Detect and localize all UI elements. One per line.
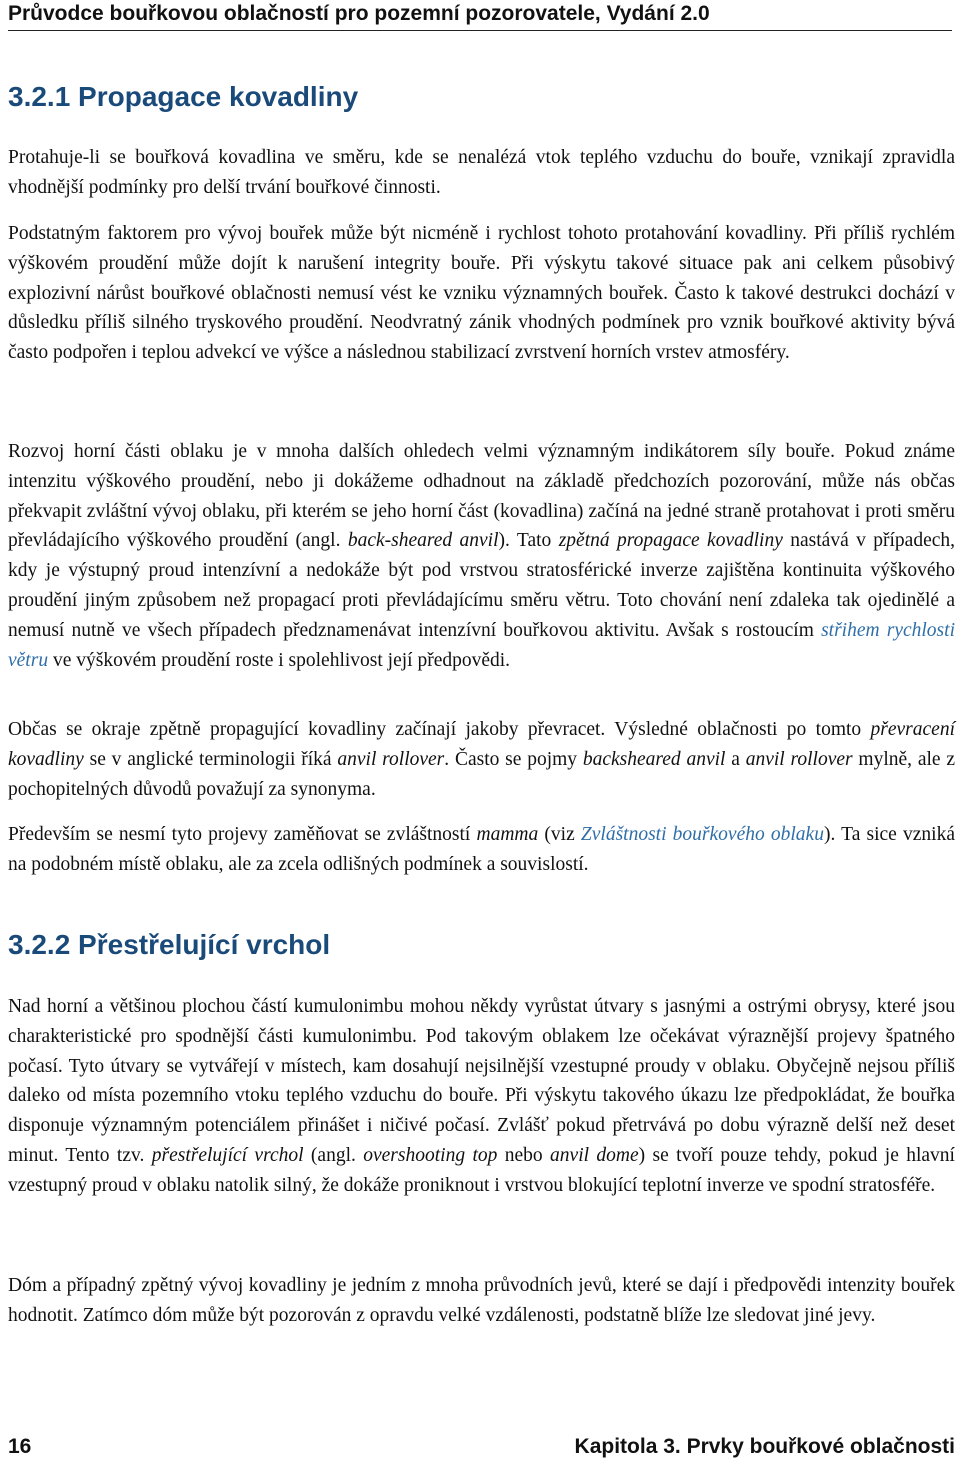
text: se v anglické terminologii říká bbox=[83, 748, 338, 770]
link-zvlastnosti-bourkoveho-oblaku[interactable]: Zvláštnosti bouřkového oblaku bbox=[580, 824, 824, 845]
term-back-sheared-anvil: back-sheared anvil bbox=[347, 530, 499, 552]
text: ) se tvoří pouze tehdy, pokud je hlavní vzestupný proud v oblaku natolik silný, že dokáže proniknout i vrstvou blokující teplotní inverze ve spodní stratosféře. bbox=[8, 1144, 955, 1196]
chapter-title: Kapitola 3. Prvky bouřkové oblačnosti bbox=[574, 1435, 955, 1458]
section-title-propagace-kovadliny: 3.2.1 Propagace kovadliny bbox=[8, 81, 359, 112]
text: (angl. bbox=[303, 1144, 364, 1166]
term-anvil-rollover: anvil rollover bbox=[337, 748, 445, 770]
paragraph-2: Podstatným faktorem pro vývoj bouřek může být nicméně i rychlost tohoto protahování kovadliny. Při příliš rychlém výškovém proudění může dojít k narušení integrity bouře. Při výskytu takové situace pak ani celkem působivý explozivní nárůst bouřkové oblačnosti nemusí vést ke vzniku významných bouřek. Často k takové destrukci dochází v důsledku příliš silného tryskového proudění. Neodvratný zánik vhodných podmínek pro vznik bouřkové aktivity bývá často podpořen i teplou advekcí ve výšce a následnou stabilizací zvrstvení horních vrstev atmosféry. bbox=[8, 223, 955, 364]
text: Nad horní a většinou plochou částí kumulonimbu mohou někdy vyrůstat útvary s jasnými a ostrými obrysy, které jsou charakteristické pro spodnější části kumulonimbu. Pod takovým oblakem lze očekávat výraznější projevy špatného počasí. Tyto útvary se vytvářejí v místech, kam dosahují nejsilnější vzestupné proudy v oblaku. Obyčejně nejsou příliš daleko od místa pozemního vtoku teplého vzduchu do bouře. Při výskytu takového úkazu lze předpokládat, že bouřka disponuje významným potenciálem přinášet i ničivé počasí. Zvlášť pokud přetrvává po dobu výrazně delší než deset minut. Tento tzv. bbox=[8, 996, 955, 1166]
page-number: 16 bbox=[8, 1435, 32, 1458]
paragraph-5 bbox=[8, 820, 955, 880]
text: ). Tato bbox=[498, 530, 559, 552]
text: nastává v případech, kdy je výstupný proud intenzívní a nedokáže být pod vrstvou stratosférické inverze zajištěna kontinuita výškového proudění jiným způsobem než propagací proti převládajícímu směru větru. Toto chování není zdaleka tak ojedinělé a nemusí nutně ve všech případech předznamenávat intenzívní bouřkovou aktivitu. Avšak s rostoucím bbox=[8, 530, 956, 641]
term-backsheared-anvil: backsheared anvil bbox=[582, 748, 726, 770]
term-anvil-dome: anvil dome bbox=[550, 1144, 639, 1166]
text: (viz bbox=[538, 824, 581, 845]
paragraph-4 bbox=[8, 715, 955, 804]
text: nebo bbox=[497, 1144, 551, 1166]
term-mamma: mamma bbox=[476, 824, 539, 845]
term-prestrelujici-vrchol: přestřelující vrchol bbox=[151, 1144, 304, 1166]
term-zpetna-propagace: zpětná propagace kovadliny bbox=[558, 530, 783, 552]
term-overshooting-top: overshooting top bbox=[363, 1144, 498, 1166]
term-anvil-rollover-2: anvil rollover bbox=[745, 748, 853, 770]
text: Občas se okraje zpětně propagující kovadliny začínají jakoby převracet. Výsledné oblačnosti po tomto bbox=[8, 719, 871, 740]
paragraph-7: Dóm a případný zpětný vývoj kovadliny je jedním z mnoha průvodních jevů, které se dají i předpovědi intenzity bouřek hodnotit. Zatímco dóm může být pozorován z opravdu velké vzdálenosti, podstatně blíže lze sledovat jiné jevy. bbox=[8, 1275, 955, 1326]
section-title-prestrelujici-vrchol: 3.2.2 Přestřelující vrchol bbox=[8, 929, 331, 960]
term-prevraceni-kovadliny: převracení kovadliny bbox=[8, 719, 955, 770]
text: ). Ta sice vzniká na podobném místě oblaku, ale za zcela odlišných podmínek a souvislostí. bbox=[8, 824, 955, 875]
text: Rozvoj horní části oblaku je v mnoha dalších ohledech velmi významným indikátorem síly bouře. Pokud známe intenzitu výškového proudění, nebo ji dokážeme odhadnout na základě předchozích pozorování, může nás občas překvapit zvláštní vývoj oblaku, při kterém se jeho horní část (kovadlina) začíná na jedné straně protahovat i proti směru převládajícího výškového proudění (angl. bbox=[8, 441, 955, 552]
text: ve výškovém proudění roste i spolehlivost její předpovědi. bbox=[48, 649, 511, 671]
text: a bbox=[725, 748, 746, 770]
paragraph-3 bbox=[8, 437, 955, 675]
paragraph-1: Protahuje-li se bouřková kovadlina ve směru, kde se nenalézá vtok teplého vzduchu do bouře, vznikají zpravidla vhodnější podmínky pro delší trvání bouřkové činnosti. bbox=[8, 147, 955, 198]
text: . Často se pojmy bbox=[444, 748, 583, 770]
text: mylně, ale z pochopitelných důvodů považují za synonyma. bbox=[8, 748, 956, 800]
page-footer bbox=[8, 1433, 955, 1461]
running-head: Průvodce bouřkovou oblačností pro pozemní pozorovatele, Vydání 2.0 bbox=[8, 0, 952, 31]
paragraph-6 bbox=[8, 992, 955, 1201]
text: Především se nesmí tyto projevy zaměňovat se zvláštností bbox=[8, 824, 477, 845]
link-strih-rychlosti-vetru[interactable]: střihem rychlosti větru bbox=[8, 619, 955, 671]
